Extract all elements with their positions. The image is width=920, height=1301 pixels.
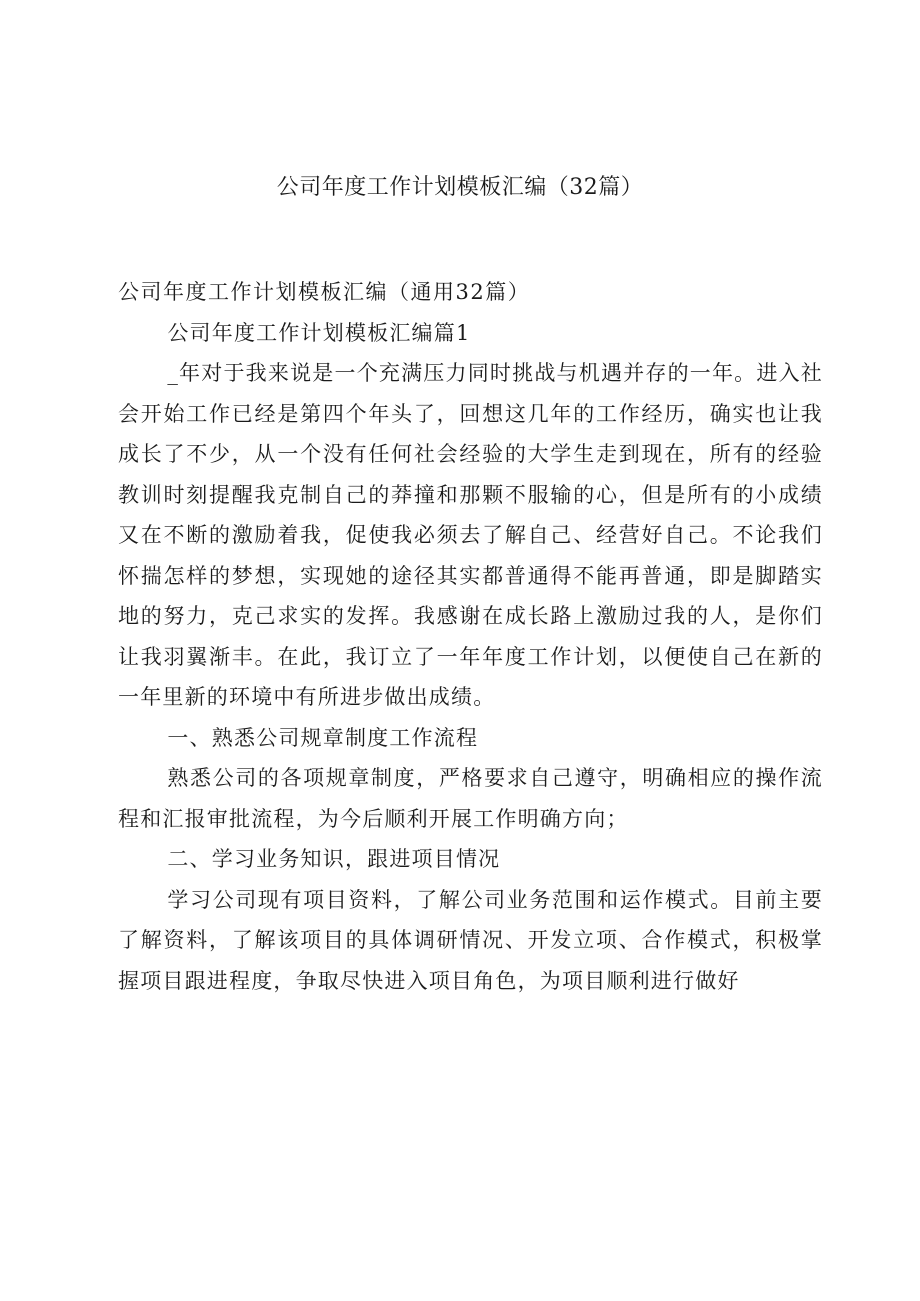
section-heading: 公司年度工作计划模板汇编篇1 [167, 320, 471, 345]
paragraph-business: 学习公司现有项目资料，了解公司业务范围和运作模式。目前主要了解资料，了解该项目的具体调研情况、开发立项、合作模式，积极掌握项目跟进程度，争取尽快进入项目角色，为项目顺利进行做好 [118, 887, 823, 993]
heading-rules: 一、熟悉公司规章制度工作流程 [167, 725, 479, 750]
paragraph-intro: _年对于我来说是一个充满压力同时挑战与机遇并存的一年。进入社会开始工作已经是第四个年头了，回想这几年的工作经历，确实也让我成长了不少，从一个没有任何社会经验的大学生走到现在，所有的经验教训时刻提醒我克制自己的莽撞和那颗不服输的心，但是所有的小成绩又在不断的激励着我，促使我必须去了解自己、经营好自己。不论我们怀揣怎样的梦想，实现她的途径其实都普通得不能再普通，即是脚踏实地的努力，克己求实的发挥。我感谢在成长路上激励过我的人，是你们让我羽翼渐丰。在此，我订立了一年年度工作计划，以便使自己在新的一年里新的环境中有所进步做出成绩。 [118, 361, 823, 709]
heading-business: 二、学习业务知识，跟进项目情况 [167, 847, 501, 871]
document-body [118, 272, 823, 1001]
document-subtitle: 公司年度工作计划模板汇编（通用32篇） [118, 280, 531, 304]
paragraph-rules: 熟悉公司的各项规章制度，严格要求自己遵守，明确相应的操作流程和汇报审批流程，为今后顺利开展工作明确方向； [118, 766, 823, 831]
document-title: 公司年度工作计划模板汇编（32篇） [276, 175, 644, 200]
